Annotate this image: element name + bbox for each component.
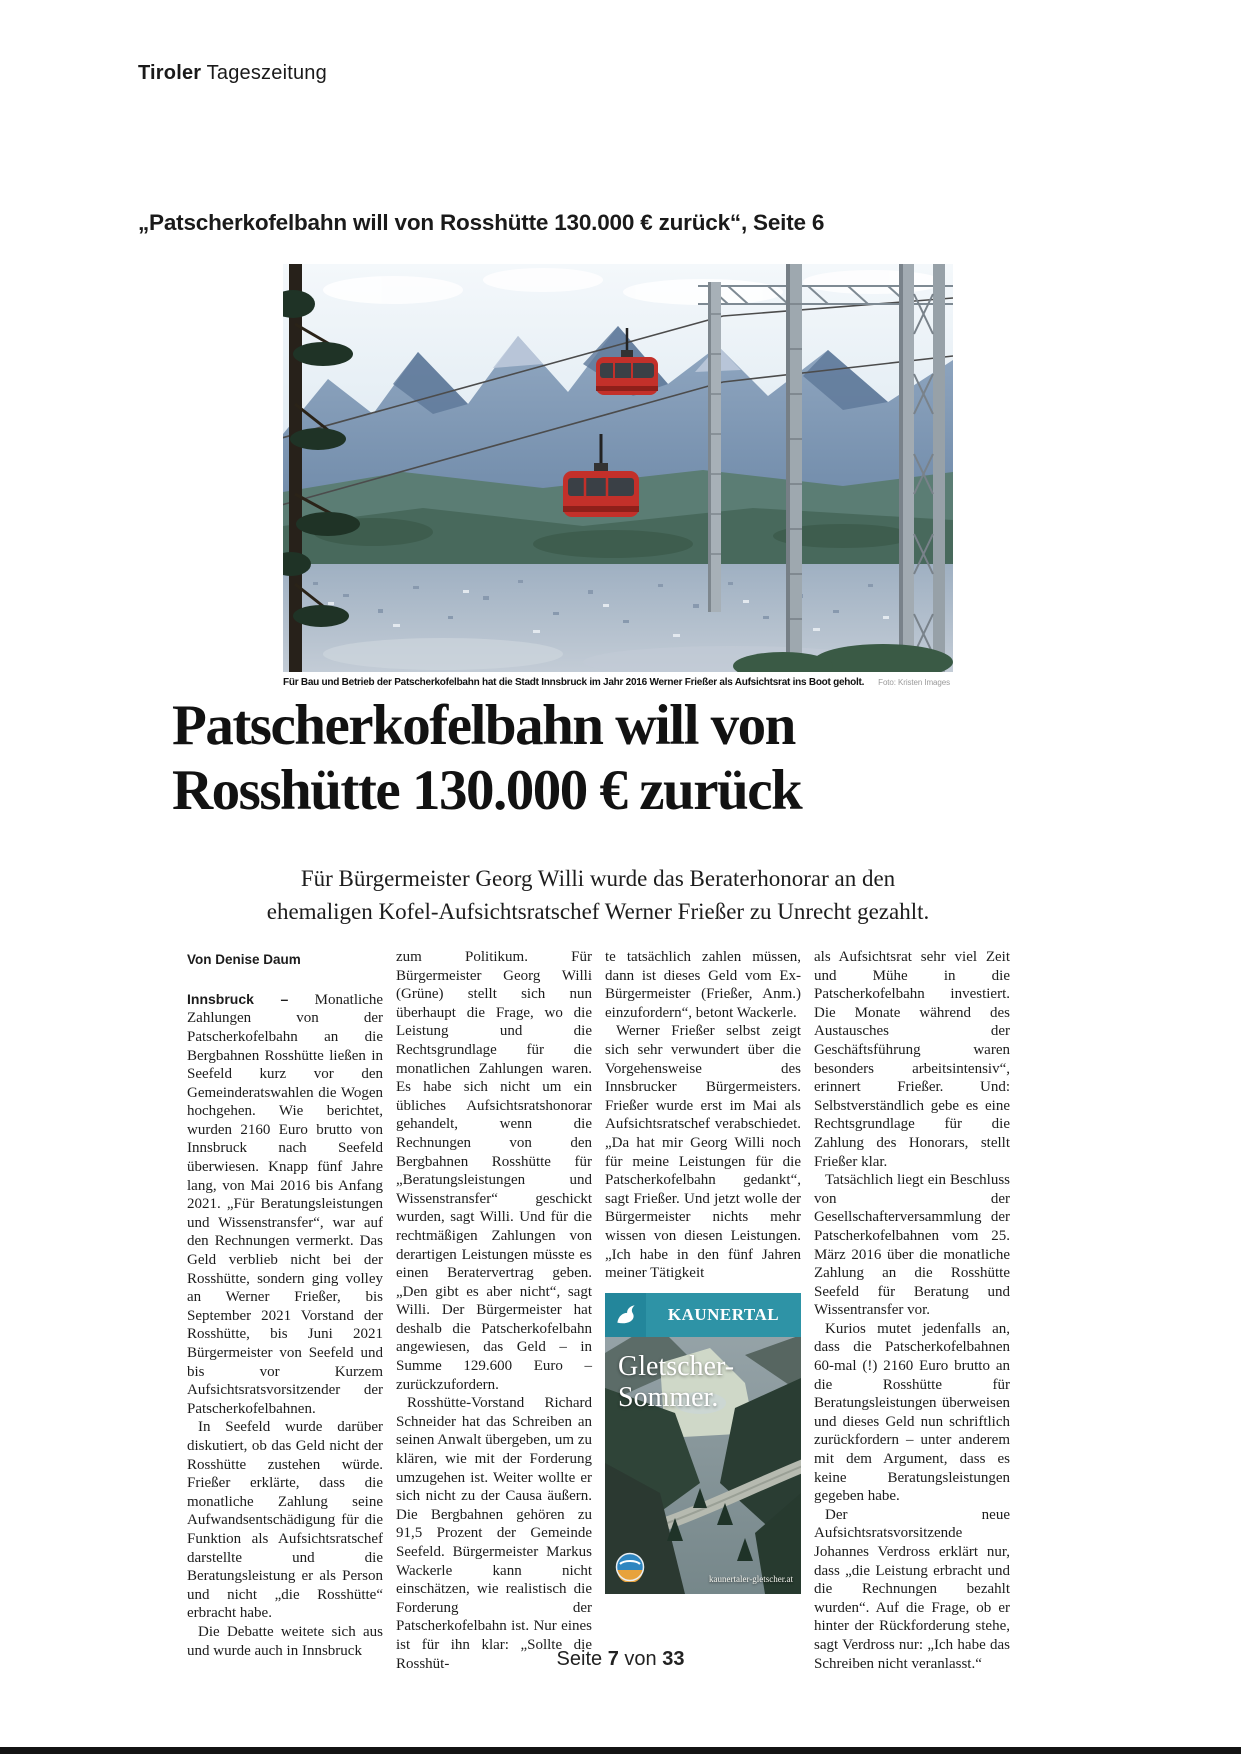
page-bottom-rule bbox=[0, 1747, 1241, 1754]
paragraph bbox=[187, 991, 383, 1419]
article-photo bbox=[283, 264, 953, 672]
subheadline-line-1: Für Bürgermeister Georg Willi wurde das Beraterhonorar an den bbox=[300, 866, 896, 891]
paragraph: Rosshütte-Vorstand Richard Schneider hat das Schreiben an seinen Anwalt übergeben, um zu klären, wie mit der Forderung umzugehen ist. Weiter wollte er sich nicht zu der Causa äußern. Die Bergbahnen gehören zu 91,5 Prozent der Gemeinde Seefeld. Bürgermeister Markus Wackerle kann nicht einschätzen, wie realistisch die Forderung der Patscherkofelbahn ist. Nur eines ist für ihn klar: „Sollte die Rosshüt- bbox=[396, 1395, 592, 1672]
article-body bbox=[187, 948, 1010, 1673]
paragraph: Werner Frießer selbst zeigt sich sehr verwundert über die Vorgehensweise des Innsbrucker Bürgermeisters. Frießer wurde erst im Mai als Aufsichtsratschef verabschiedet. „Da hat mir Georg Willi noch für meine Leistungen für die Patscherkofelbahn gedankt“, sagt Frießer. Und jetzt wolle der Bürgermeister nichts mehr wissen von diesen Leistungen. „Ich habe in den fünf Jahren meiner Tätigkeit bbox=[605, 1023, 801, 1282]
ibex-icon bbox=[605, 1293, 646, 1337]
article-column-1 bbox=[187, 948, 383, 1673]
article-column-3 bbox=[605, 948, 801, 1673]
masthead-brand-regular: Tageszeitung bbox=[201, 62, 327, 84]
photo-caption-row bbox=[283, 677, 953, 688]
headline-line-2: Rosshütte 130.000 € zurück bbox=[172, 758, 802, 822]
footer-word-page: Seite bbox=[556, 1648, 603, 1670]
paragraph: Kurios mutet jedenfalls an, dass die Patscherkofelbahnen 60-mal (!) 2160 Euro brutto an die Rosshütte für Beratungsleistungen überweisen und dieses Geld nun schriftlich zurückfordern – unter anderem mit dem Argument, dass es keine Beratungsleistungen gegeben habe. bbox=[814, 1320, 1010, 1505]
paragraph: als Aufsichtsrat sehr viel Zeit und Mühe in die Patscherkofelbahn investiert. Die Monate während des Austausches der Geschäftsführung waren besonders arbeitsintensiv“, erinnert Frießer. Und: Selbstverständlich gebe es eine Rechtsgrundlage für die Zahlung des Honorars, stellt Frießer klar. bbox=[814, 949, 1010, 1170]
page-footer bbox=[0, 1648, 1241, 1671]
ad-url: kaunertaler-gletscher.at bbox=[708, 1573, 793, 1584]
dateline-lead: Innsbruck – bbox=[187, 990, 289, 1007]
article-column-4 bbox=[814, 948, 1010, 1673]
byline: Von Denise Daum bbox=[187, 952, 301, 967]
teaser-line: „Patscherkofelbahn will von Rosshütte 130.000 € zurück“, Seite 6 bbox=[138, 210, 825, 235]
pylon bbox=[786, 264, 802, 672]
paragraph: Der neue Aufsichtsratsvorsitzende Johannes Verdross erklärt nur, dass „die Leistung erbracht und die Rechnungen bezahlt wurden“. Auf die Frage, ob er hinter der Rückforderung stehe, sagt Verdross nur: „Ich habe das Schreiben nicht veranlasst.“ bbox=[814, 1506, 1010, 1672]
footer-total-pages: 33 bbox=[662, 1648, 685, 1670]
cable-car-photo-illustration bbox=[283, 264, 953, 672]
footer-page-number: 7 bbox=[607, 1648, 619, 1670]
footer-word-of: von bbox=[624, 1648, 657, 1670]
article-headline bbox=[172, 694, 1024, 824]
article-subheadline bbox=[172, 862, 1024, 929]
ad-header-band bbox=[646, 1293, 801, 1337]
ad-headline bbox=[618, 1351, 734, 1414]
ad-headline-line-2: Sommer. bbox=[618, 1382, 719, 1414]
photo-caption: Für Bau und Betrieb der Patscherkofelbahn hat die Stadt Innsbruck im Jahr 2016 Werner Frießer als Aufsichtsrat ins Boot geholt. bbox=[283, 677, 865, 688]
paragraph: te tatsächlich zahlen müssen, dann ist dieses Geld vom Ex-Bürgermeister (Frießer, Anm.) einzufordern“, betont Wackerle. bbox=[605, 949, 801, 1021]
masthead bbox=[138, 62, 327, 85]
kaunertal-ad bbox=[605, 1293, 801, 1594]
paragraph: Die Debatte weitete sich aus und wurde auch in Innsbruck bbox=[187, 1623, 383, 1659]
photo-credit: Foto: Kristen Images bbox=[878, 678, 950, 687]
subheadline-line-2: ehemaligen Kofel-Aufsichtsratschef Werner Frießer zu Unrecht gezahlt. bbox=[266, 899, 930, 925]
paragraph: Tatsächlich liegt ein Beschluss von der Gesellschafterversammlung der Patscherkofelbahnen vom 25. März 2016 über die monatliche Zahlung an die Rosshütte Seefeld für Beratung und Wissentransfer vor. bbox=[814, 1172, 1010, 1319]
masthead-brand-bold: Tiroler bbox=[138, 62, 202, 84]
paragraph: In Seefeld wurde darüber diskutiert, ob das Geld nicht der Rosshütte zustehen würde. Frießer erklärte, dass die monatliche Zahlung seine Aufwandsentschädigung für die Funktion als Aufsichtsratschef darstellte und die Beratungsleistung er als Person und nicht „die Rosshütte“ erbracht habe. bbox=[187, 1419, 383, 1622]
ad-headline-line-1: Gletscher- bbox=[618, 1350, 735, 1382]
headline-line-1: Patscherkofelbahn will von bbox=[172, 694, 795, 757]
article-column-2 bbox=[396, 948, 592, 1673]
paragraph: zum Politikum. Für Bürgermeister Georg Willi (Grüne) stellt sich nun überhaupt die Frage, wo die Leistung und die Rechtsgrundlage für die monatlichen Zahlungen waren. Es habe sich nicht um ein übliches Aufsichtsratshonorar gehandelt, wenn die Rechnungen von den Bergbahnen Rosshütte für „Beratungsleistungen und Wissenstransfer“ geschickt wurden, sagt Willi. Und für die rechtmäßigen Zahlungen von derartigen Leistungen müsste es einen Beratervertrag geben. „Den gibt es aber nicht“, sagt Willi. Der Bürgermeister hat deshalb die Patscherkofelbahn angewiesen, das Geld – in Summe 129.600 Euro – zurückzufordern. bbox=[396, 949, 592, 1393]
paragraph-text: Monatliche Zahlungen von der Patscherkofelbahn an die Bergbahnen Rosshütte ließen in Seefeld kurz vor den Gemeinderatswahlen die Wogen hochgehen. Wie berichtet, wurden 2160 Euro brutto von Innsbruck nach Seefeld überwiesen. Knapp fünf Jahre lang, von Mai 2016 bis Anfang 2021. „Für Beratungsleistungen und Wissenstransfer“, war auf den Rechnungen vermerkt. Das Geld verblieb nicht bei der Rosshütte, sondern ging volley an Werner Frießer, bis September 2021 Vorstand der Rosshütte, bis Juni 2021 Bürgermeister von Seefeld und bis vor Kurzem Aufsichtsratsvorsitzender der Patscherkofelbahnen. bbox=[187, 991, 383, 1417]
ad-brand-name: KAUNERTAL bbox=[667, 1305, 780, 1325]
kaunertal-badge-icon bbox=[615, 1552, 645, 1582]
ad-valley-photo bbox=[605, 1293, 801, 1594]
pylon bbox=[708, 282, 721, 612]
